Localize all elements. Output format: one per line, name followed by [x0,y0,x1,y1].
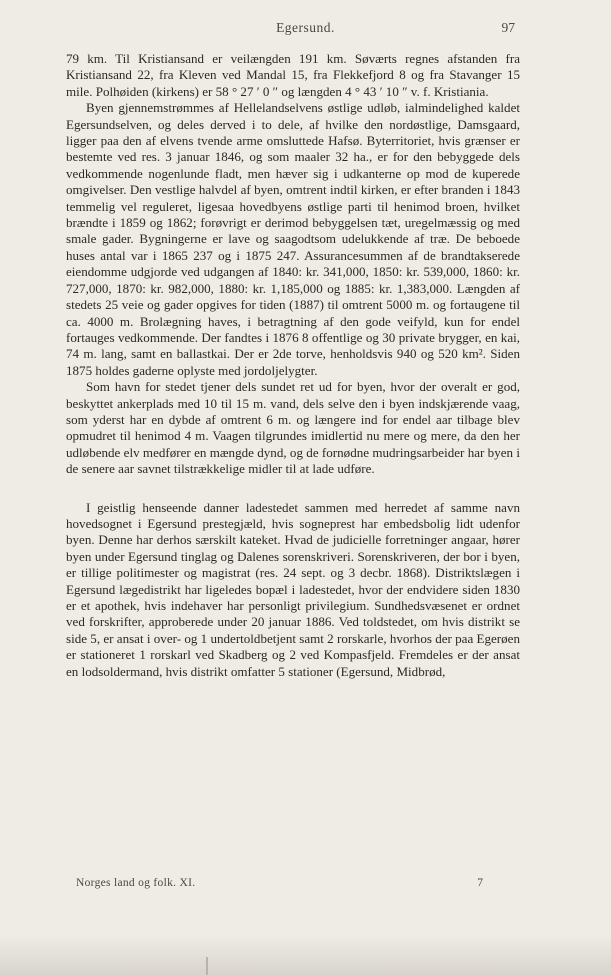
signature-mark: Norges land og folk. XI. [76,877,196,889]
scan-mark [206,957,208,975]
paragraph-town-description: Byen gjennemstrømmes af Hellelandselvens østlige udløb, ialmindelighed kaldet Egersundselven, og deles derved i to dele, af hvilke den nordøstlige, Damsgaard, ligger paa den af elvens tvende arme omsluttede Hafsø. Byterritoriet, hvis grænser er bestemte ved res. 3 januar 1846, og som maaler 32 ha., er for den bebyggede dels vedkommende nogenlunde fladt, men hæver sig i udkanterne op mod de kuperede omgivelser. Den vestlige halvdel af byen, omtrent indtil kirken, er efter branden i 1843 temmelig vel reguleret, ligesaa hovedbyens østlige parti til henimod broen, hvilket brændte i 1859 og 1862; forøvrigt er derimod bebyggelsen tæt, uregelmæssig og med smale gader. Bygningerne er lave og saagodtsom udelukkende af træ. De beboede huses antal var i 1865 237 og i 1875 247. Assurancesummen af de brandtakserede eiendomme udgjorde ved udgangen af 1840: kr. 341,000, 1850: kr. 539,000, 1860: kr. 727,000, 1870: kr. 982,000, 1880: kr. 1,185,000 og 1885: kr. 1,383,000. Længden af stedets 25 veie og gader opgives for tiden (1887) til omtrent 5000 m. og fortaugene til ca. 4000 m. Brolægning haves, i betragtning af den gode veifyld, kun for endel fortauges vedkommende. Der fandtes i 1876 8 offentlige og 30 private brygger, en kai, 74 m. lang, samt en ballastkai. Der er 2de torve, henholdsvis 940 og 520 km². Siden 1875 holdes gaderne oplyste med jordoljelygter. [66,100,520,378]
paragraph-continuation: 79 km. Til Kristiansand er veilængden 191 km. Søværts regnes afstanden fra Kristiansand 22, fra Kleven ved Mandal 15, fra Flekkefjord 8 og fra Stavanger 15 mile. Polhøiden (kirkens) er 58 ° 27 ′ 0 ″ og længden 4 ° 43 ′ 10 ″ v. f. Kristiania. [66,51,520,99]
header-title: Egersund. [276,20,335,35]
sheet-number: 7 [477,877,483,889]
running-header [0,20,611,40]
paragraph-harbour: Som havn for stedet tjener dels sundet ret ud for byen, hvor der overalt er god, beskyttet ankerplads med 10 til 15 m. vand, dels selve den i byen indskjærende vaag, som yderst har en dybde af omtrent 6 m. og længere ind for endel aar tilbage blev opmudret til henimod 4 m. Vaagen tilgrundes imidlertid nu mere og mere, da den her udløbende elv medfører en mængde dynd, og de fornødne mudringsarbeider har byen i de senere aar savnet tilstrækkelige midler til at lade udføre. [66,379,520,477]
paragraph-administration: I geistlig henseende danner ladestedet sammen med herredet af samme navn hovedsognet i Egersund prestegjæld, hvis sogneprest har embedsbolig lidt udenfor byen. Denne har derhos særskilt kateket. Hvad de judicielle forretninger angaar, hører byen under Egersund tinglag og Dalenes sorenskriveri. Sorenskriveren, der bor i byen, er tillige politimester og magistrat (res. 24 sept. og 3 decbr. 1868). Distriktslægen i Egersund lægedistrikt har ligeledes bopæl i ladestedet, hvor der endvidere siden 1830 er et apothek, hvis indehaver har personligt privilegium. Sundhedsvæsenet er ordnet ved forskrifter, approberede under 20 januar 1886. Ved toldstedet, om hvis distrikt se side 5, er ansat i over- og 1 undertoldbetjent samt 2 rorskarle, hvorhos der paa Egerøen er stationeret 1 rorskarl ved Skadberg og 2 ved Kompasfjeld. Fremdeles er der ansat en lodsoldermand, hvis distrikt omfatter 5 stationer (Egersund, Midbrød, [66,499,520,679]
page-number: 97 [501,20,515,35]
body-text [66,51,520,680]
page-bottom-shadow [0,935,611,975]
